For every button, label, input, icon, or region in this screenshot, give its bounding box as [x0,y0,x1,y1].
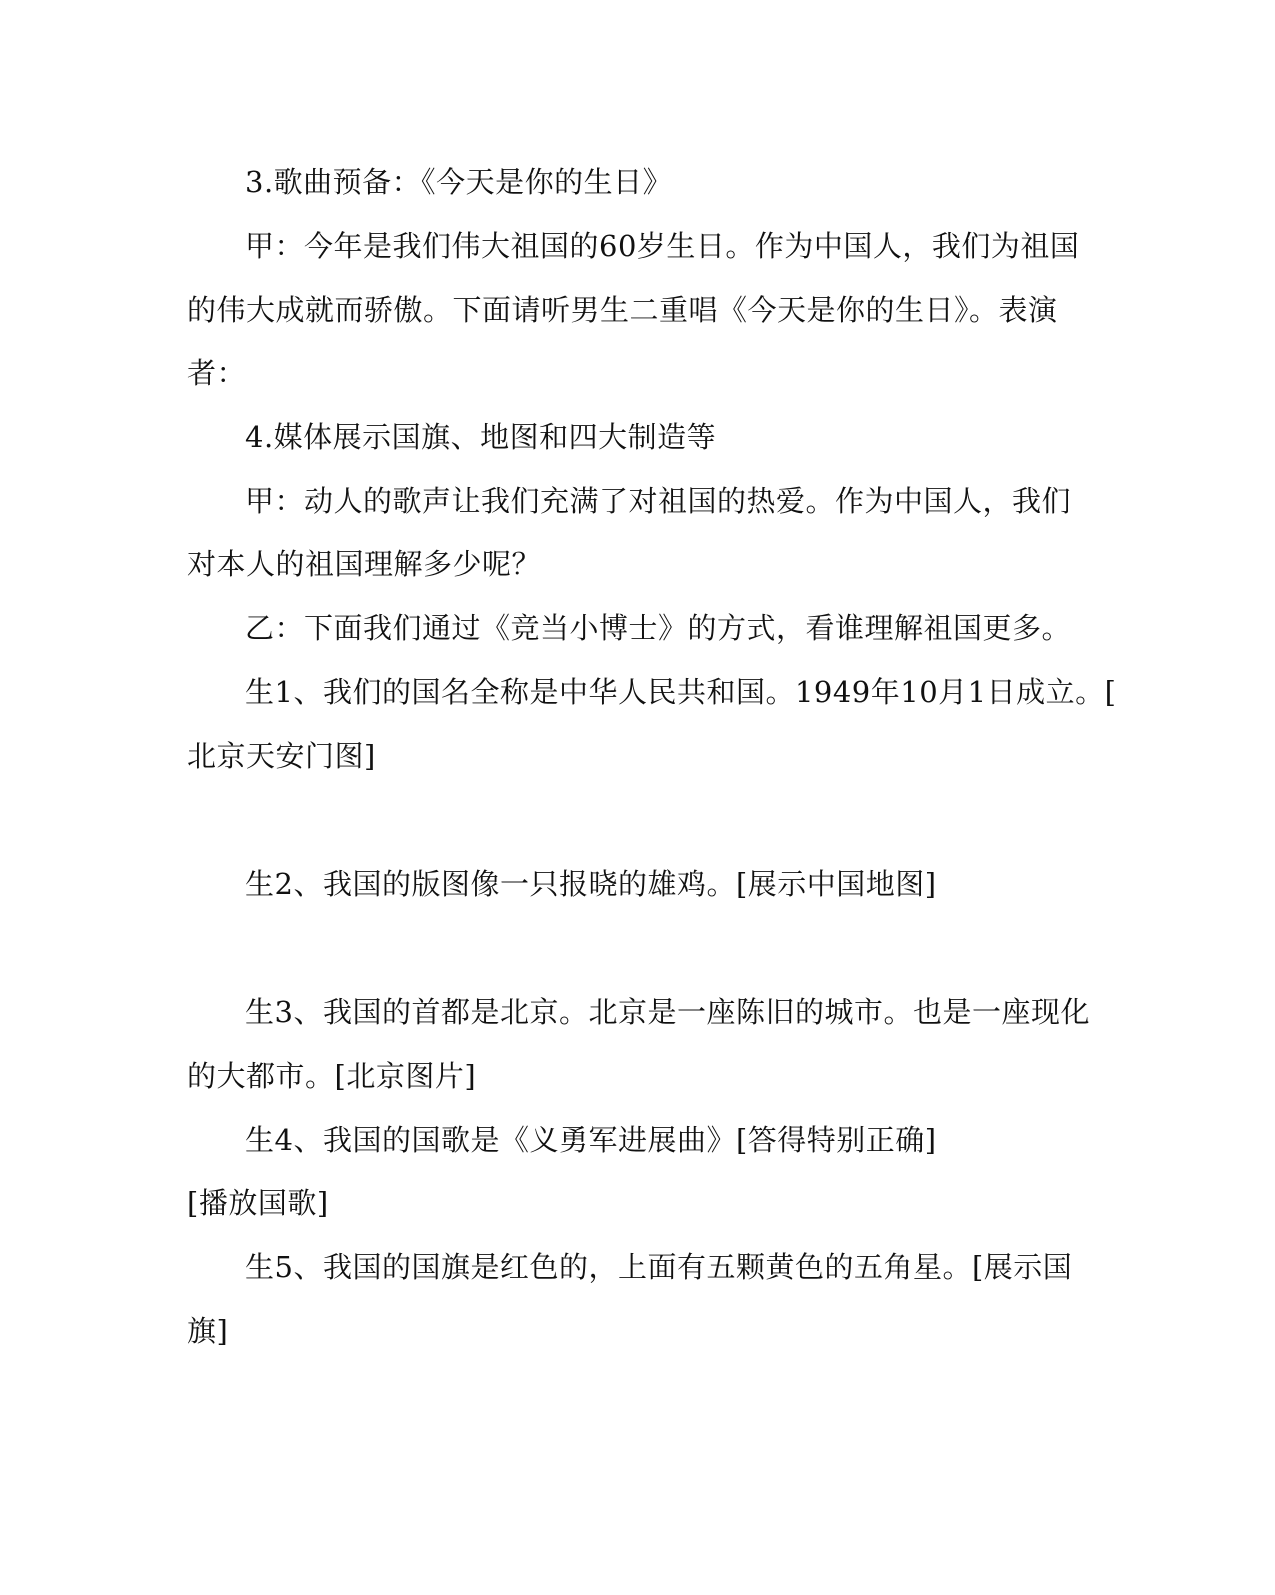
paragraph-line: 3.歌曲预备：《今天是你的生日》 [245,165,673,199]
paragraph-line: 北京天安门图] [187,739,376,773]
paragraph-line: 对本人的祖国理解多少呢？ [187,547,542,581]
paragraph-line: 生4、我国的国歌是《义勇军进展曲》[答得特别正确] [245,1123,937,1157]
paragraph-line: 的大都市。[北京图片] [187,1059,477,1093]
paragraph-line: 甲：今年是我们伟大祖国的60岁生日。作为中国人，我们为祖国 [245,229,1080,263]
paragraph-line: [播放国歌] [187,1186,329,1220]
paragraph-line: 生5、我国的国旗是红色的，上面有五颗黄色的五角星。[展示国 [245,1250,1073,1284]
paragraph-line: 4.媒体展示国旗、地图和四大制造等 [245,420,717,454]
paragraph-line: 旗] [187,1314,229,1348]
paragraph-line: 的伟大成就而骄傲。下面请听男生二重唱《今天是你的生日》。表演 [187,293,1058,327]
paragraph-line: 者： [187,356,247,390]
paragraph-line: 生1、我们的国名全称是中华人民共和国。1949年10月1日成立。[ [245,675,1117,709]
paragraph-line: 生3、我国的首都是北京。北京是一座陈旧的城市。也是一座现化 [245,995,1090,1029]
paragraph-line: 甲：动人的歌声让我们充满了对祖国的热爱。作为中国人，我们 [245,484,1072,518]
paragraph-line: 乙：下面我们通过《竞当小博士》的方式，看谁理解祖国更多。 [245,611,1072,645]
paragraph-line: 生2、我国的版图像一只报晓的雄鸡。[展示中国地图] [245,867,937,901]
